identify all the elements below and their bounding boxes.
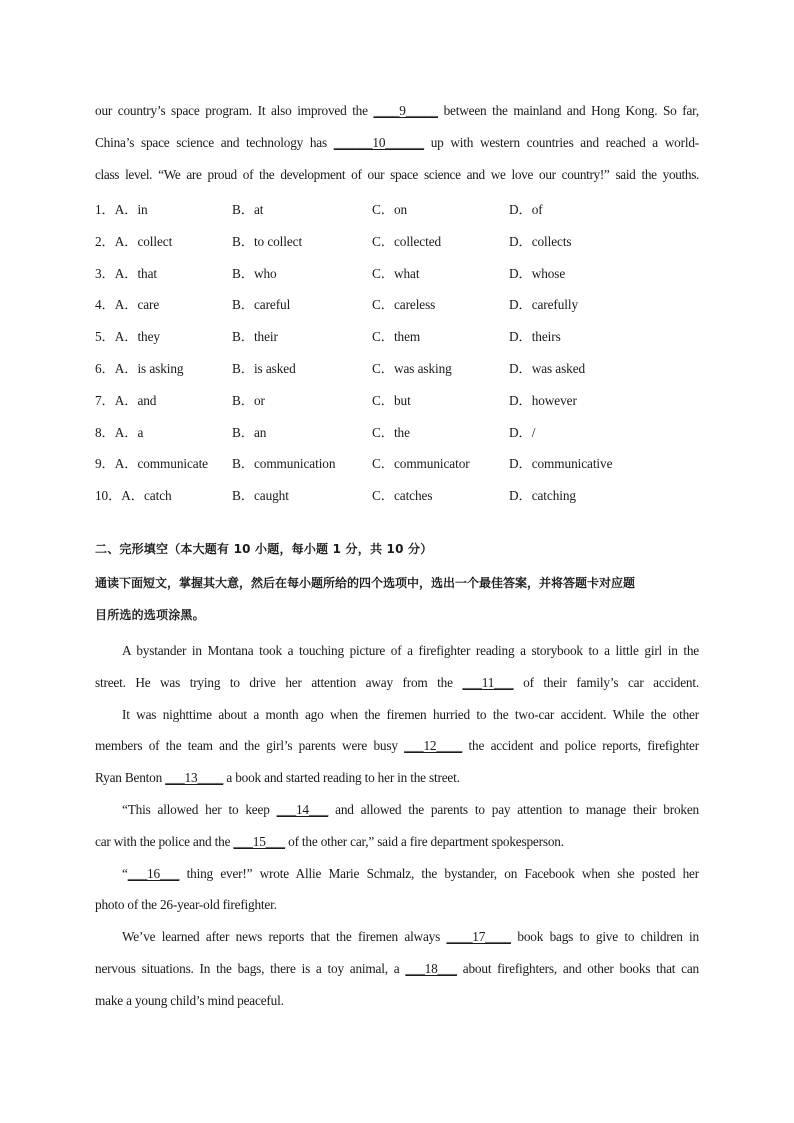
passage2-p3-line-1 [122, 802, 699, 818]
blank-17: ____17____ [446, 929, 511, 944]
option-b: B．an [232, 425, 267, 440]
passage1-line-2 [95, 135, 699, 151]
text: and allowed the parents to pay attention to manage their broken [328, 802, 699, 817]
text: up with western countries and reached a world- [424, 135, 699, 150]
blank-10: ______10______ [333, 135, 424, 150]
text: book bags to give to children in [510, 929, 699, 944]
option-c: C．on [372, 202, 408, 217]
section-instruction-line-1: 通读下面短文，掌握其大意，然后在每小题所给的四个选项中，选出一个最佳答案，并将答题卡对应题 [95, 576, 636, 590]
option-d: D．of [509, 202, 543, 217]
passage2-p5-line-1 [122, 929, 699, 945]
question-number-option-a: 2．A．collect [95, 234, 173, 249]
question-row-8 [95, 422, 705, 442]
text: China’s space science and technology has [95, 135, 334, 150]
text: Ryan Benton [95, 770, 166, 785]
section-instruction-line-2: 目所选的选项涂黑。 [95, 608, 205, 622]
text: car with the police and the [95, 834, 234, 849]
blank-11: ___11___ [462, 675, 514, 690]
passage2-p2-line-1: It was nighttime about a month ago when the firemen hurried to the two-car accident. While the other [122, 707, 699, 722]
question-row-5 [95, 326, 705, 346]
text: the accident and police reports, firefighter [462, 738, 699, 753]
question-row-10 [95, 485, 705, 505]
section-heading: 二、完形填空（本大题有 10 小题，每小题 1 分，共 10 分） [95, 542, 433, 556]
question-row-9 [95, 453, 705, 473]
option-d: D．carefully [509, 297, 579, 312]
blank-15: ___15___ [233, 834, 285, 849]
blank-16: ___16___ [127, 866, 180, 881]
passage2-p5-line-2 [95, 961, 699, 977]
passage2-p1-line-2 [95, 675, 699, 691]
option-b: B．at [232, 202, 264, 217]
blank-14: ___14___ [276, 802, 329, 817]
text: a book and started reading to her in the street. [223, 770, 460, 785]
option-b: B．caught [232, 488, 289, 503]
text: thing ever!” wrote Allie Marie Schmalz, the bystander, on Facebook when she posted her [179, 866, 699, 881]
option-b: B．communication [232, 456, 336, 471]
text: street. He was trying to drive her attention away from the [95, 675, 463, 690]
text: of their family’s car accident. [513, 675, 699, 690]
passage2-p3-line-2 [95, 834, 699, 850]
option-b: B．their [232, 329, 278, 344]
option-d: D．collects [509, 234, 572, 249]
passage1-line-3: class level. “We are proud of the development of our space science and we love our country!” said the youths. [95, 167, 699, 182]
question-row-6 [95, 358, 705, 378]
passage2-p1-line-1: A bystander in Montana took a touching picture of a firefighter reading a storybook to a little girl in the [122, 643, 699, 658]
option-d: D．whose [509, 266, 566, 281]
option-c: C．what [372, 266, 420, 281]
blank-9: ____9_____ [373, 103, 438, 118]
option-c: C．communicator [372, 456, 470, 471]
option-c: C．the [372, 425, 410, 440]
question-number-option-a: 9．A．communicate [95, 456, 208, 471]
option-c: C．them [372, 329, 421, 344]
text: of the other car,” said a fire department spokesperson. [285, 834, 564, 849]
option-d: D．was asked [509, 361, 586, 376]
option-c: C．catches [372, 488, 433, 503]
option-b: B．is asked [232, 361, 296, 376]
passage1-line-1 [95, 103, 699, 119]
blank-13: ___13____ [165, 770, 224, 785]
passage2-p4-line-2: photo of the 26-year-old firefighter. [95, 897, 277, 912]
option-c: C．was asking [372, 361, 452, 376]
option-c: C．careless [372, 297, 436, 312]
blank-18: ___18___ [405, 961, 457, 976]
passage2-p2-line-3 [95, 770, 699, 786]
question-number-option-a: 10．A．catch [95, 488, 172, 503]
question-number-option-a: 7．A．and [95, 393, 157, 408]
question-number-option-a: 4．A．care [95, 297, 160, 312]
option-b: B．who [232, 266, 277, 281]
text: members of the team and the girl’s parents were busy [95, 738, 405, 753]
option-d: D．communicative [509, 456, 613, 471]
question-number-option-a: 3．A．that [95, 266, 157, 281]
option-d: D．theirs [509, 329, 561, 344]
option-b: B．or [232, 393, 265, 408]
question-row-7 [95, 390, 705, 410]
option-c: C．but [372, 393, 411, 408]
text: about firefighters, and other books that can [456, 961, 699, 976]
text: We’ve learned after news reports that the firemen always [122, 929, 447, 944]
option-d: D．however [509, 393, 577, 408]
question-row-2 [95, 231, 705, 251]
question-number-option-a: 6．A．is asking [95, 361, 184, 376]
text: between the mainland and Hong Kong. So far, [437, 103, 700, 118]
option-c: C．collected [372, 234, 442, 249]
text: nervous situations. In the bags, there is a toy animal, a [95, 961, 406, 976]
question-number-option-a: 5．A．they [95, 329, 160, 344]
option-b: B．careful [232, 297, 291, 312]
option-d: D．/ [509, 425, 536, 440]
passage2-p4-line-1 [122, 866, 699, 882]
text: “ [122, 866, 128, 881]
question-row-4 [95, 294, 705, 314]
question-number-option-a: 1．A．in [95, 202, 148, 217]
text: “This allowed her to keep [122, 802, 277, 817]
option-d: D．catching [509, 488, 576, 503]
text: our country’s space program. It also improved the [95, 103, 374, 118]
option-b: B．to collect [232, 234, 303, 249]
passage2-p2-line-2 [95, 738, 699, 754]
question-row-3 [95, 263, 705, 283]
question-row-1 [95, 199, 705, 219]
passage2-p5-line-3: make a young child’s mind peaceful. [95, 993, 284, 1008]
blank-12: ___12____ [404, 738, 463, 753]
question-number-option-a: 8．A．a [95, 425, 144, 440]
